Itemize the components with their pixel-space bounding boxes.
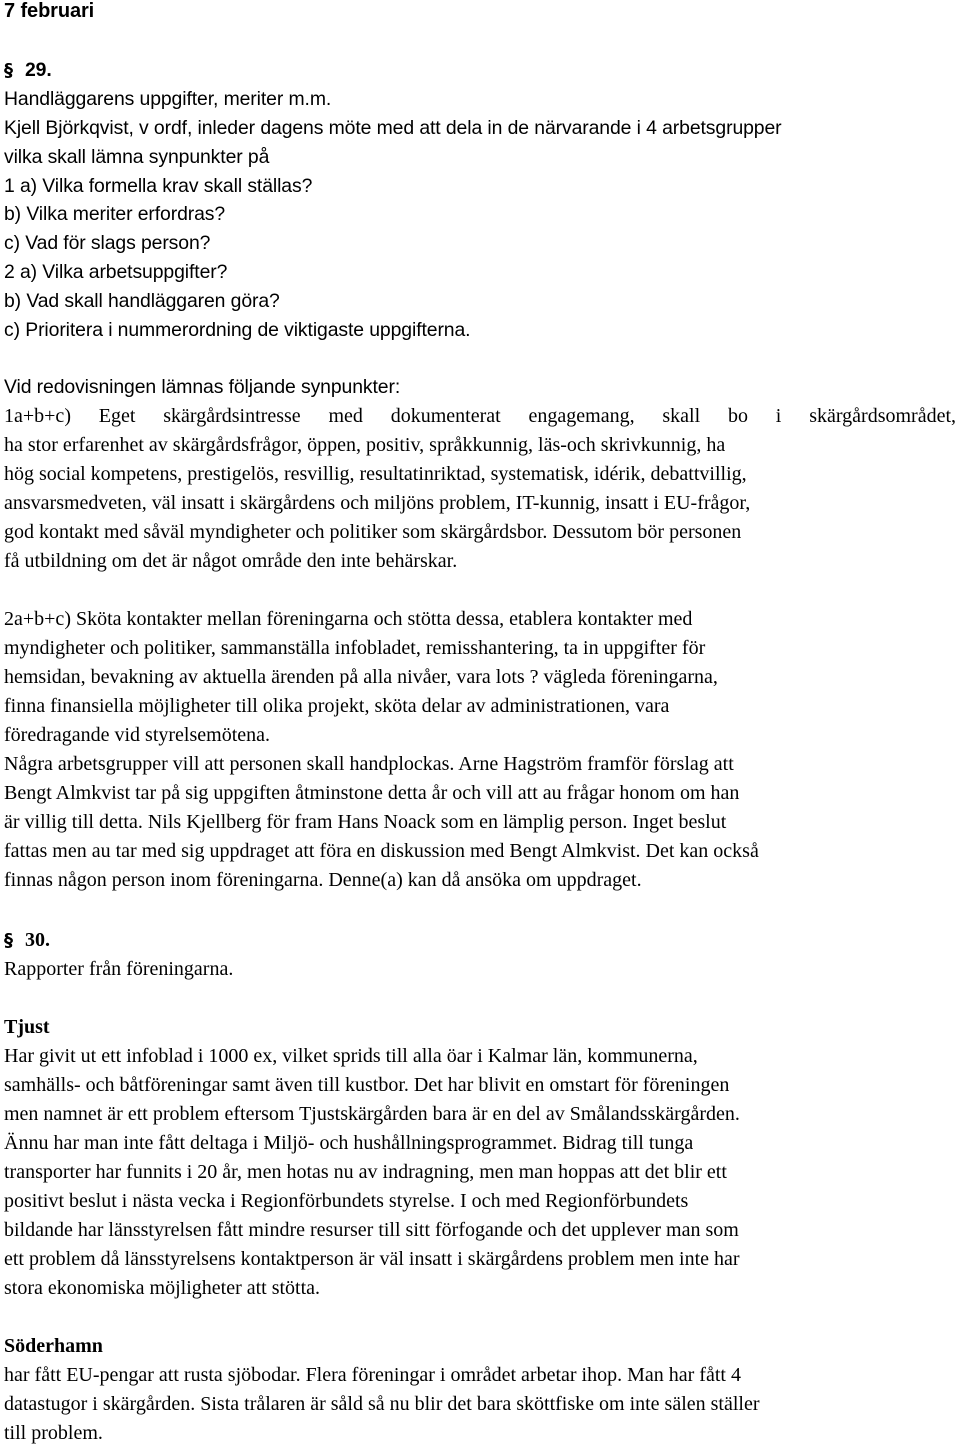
tjust-line: Har givit ut ett infoblad i 1000 ex, vilket sprids till alla öar i Kalmar län, kommunerna, <box>4 1045 698 1067</box>
block-1-line: ha stor erfarenhet av skärgårdsfrågor, öppen, positiv, språkkunnig, läs-och skrivkunnig, ha <box>4 434 726 456</box>
block-2-line: Några arbetsgrupper vill att personen skall handplockas. Arne Hagström framför förslag att <box>4 753 734 775</box>
tjust-line: transporter har funnits i 20 år, men hotas nu av indragning, men man hoppas att det blir ett <box>4 1161 727 1183</box>
block-2-line: 2a+b+c) Sköta kontakter mellan föreningarna och stötta dessa, etablera kontakter med <box>4 608 693 630</box>
block-1-line: ansvarsmedveten, väl insatt i skärgårdens och miljöns problem, IT-kunnig, insatt i EU-frågor, <box>4 492 751 514</box>
tjust-line: bildande har länsstyrelsen fått mindre resurser till sitt förfogande och det upplever man som <box>4 1219 739 1241</box>
block-2-line: finna finansiella möjligheter till olika projekt, sköta delar av administrationen, vara <box>4 695 670 717</box>
item-29-title: Handläggarens uppgifter, meriter m.m. <box>4 88 332 110</box>
redovisning-heading: Vid redovisningen lämnas följande synpunkter: <box>4 376 401 398</box>
block-2-line: fattas men au tar med sig uppdraget att föra en diskussion med Bengt Almkvist. Det kan också <box>4 840 759 862</box>
intro-line: vilka skall lämna synpunkter på <box>4 146 270 168</box>
soderhamn-line: datastugor i skärgården. Sista trålaren är såld så nu blir det bara sköttfiske om inte sälen ställer <box>4 1393 760 1415</box>
intro-line: b) Vad skall handläggaren göra? <box>4 290 280 312</box>
tjust-line: stora ekonomiska möjligheter att stötta. <box>4 1277 321 1299</box>
block-1-line: hög social kompetens, prestigelös, resvillig, resultatinriktad, systematisk, idérik, debattvillig, <box>4 463 747 485</box>
item-30-number-line <box>4 926 50 955</box>
intro-line: Kjell Björkqvist, v ordf, inleder dagens möte med att dela in de närvarande i 4 arbetsgrupper <box>4 117 782 139</box>
item-30-title: Rapporter från föreningarna. <box>4 958 234 980</box>
item-30-number: 30. <box>25 929 50 951</box>
soderhamn-heading: Söderhamn <box>4 1335 103 1357</box>
intro-line: b) Vilka meriter erfordras? <box>4 203 226 225</box>
intro-line: c) Prioritera i nummerordning de viktigaste uppgifterna. <box>4 319 471 341</box>
block-2-line: myndigheter och politiker, sammanställa infobladet, remisshantering, ta in uppgifter för <box>4 637 706 659</box>
intro-line: c) Vad för slags person? <box>4 232 211 254</box>
tjust-line: men namnet är ett problem eftersom Tjustskärgården bara är en del av Smålandsskärgården. <box>4 1103 740 1125</box>
tjust-line: Ännu har man inte fått deltaga i Miljö- och hushållningsprogrammet. Bidrag till tunga <box>4 1132 694 1154</box>
section-sign-icon: § <box>4 930 13 951</box>
tjust-line: positivt beslut i nästa vecka i Regionförbundets styrelse. I och med Regionförbundets <box>4 1190 689 1212</box>
soderhamn-line: till problem. <box>4 1422 103 1444</box>
block-1-line: få utbildning om det är något område den inte behärskar. <box>4 550 458 572</box>
tjust-heading: Tjust <box>4 1016 50 1038</box>
intro-line: 2 a) Vilka arbetsuppgifter? <box>4 261 228 283</box>
block-1-line: god kontakt med såväl myndigheter och politiker som skärgårdsbor. Dessutom bör personen <box>4 521 742 543</box>
soderhamn-line: har fått EU-pengar att rusta sjöbodar. Flera föreningar i området arbetar ihop. Man har fått 4 <box>4 1364 741 1386</box>
block-2-line: är villig till detta. Nils Kjellberg för fram Hans Noack som en lämplig person. Inget beslut <box>4 811 727 833</box>
intro-line: 1 a) Vilka formella krav skall ställas? <box>4 175 313 197</box>
item-29-number-line <box>4 56 52 85</box>
block-2-line: Bengt Almkvist tar på sig uppgiften åtminstone detta år och vill att au frågar honom om han <box>4 782 740 804</box>
block-1-line: 1a+b+c) Eget skärgårdsintresse med dokumenterat engagemang, skall bo i skärgårdsområdet, <box>4 405 956 427</box>
tjust-line: ett problem då länsstyrelsens kontaktperson är väl insatt i skärgårdens problem men inte har <box>4 1248 740 1270</box>
block-2-line: föredragande vid styrelsemötena. <box>4 724 271 746</box>
section-sign-icon: § <box>4 60 13 81</box>
date-heading: 7 februari <box>4 0 95 22</box>
item-29-number: 29. <box>25 59 52 81</box>
tjust-line: samhälls- och båtföreningar samt även till kustbor. Det har blivit en omstart för föreningen <box>4 1074 730 1096</box>
block-2-line: finnas någon person inom föreningarna. Denne(a) kan då ansöka om uppdraget. <box>4 869 642 891</box>
block-2-line: hemsidan, bevakning av aktuella ärenden på alla nivåer, vara lots ? vägleda föreningarna, <box>4 666 718 688</box>
